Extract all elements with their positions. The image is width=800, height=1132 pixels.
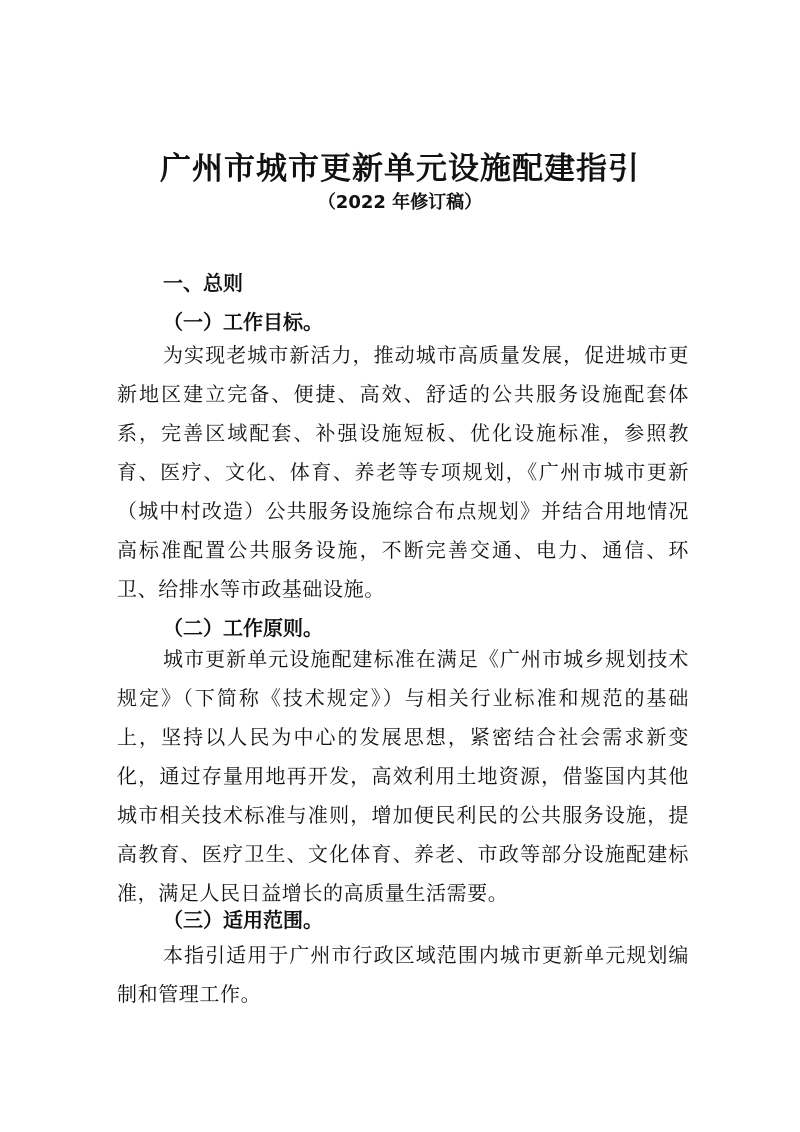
subsection-heading-scope: （三）适用范围。 [163,908,323,932]
subsection-heading-principles: （二）工作原则。 [163,616,323,640]
section-heading-general: 一、总则 [163,271,243,295]
paragraph-principles: 城市更新单元设施配建标准在满足《广州市城乡规划技术规定》（下简称《技术规定》）与相关行业标准和规范的基础上，坚持以人民为中心的发展思想，紧密结合社会需求新变化，通过存量用地再开发，高效利用土地资源，借鉴国内其他城市相关技术标准与准则，增加便民利民的公共服务设施，提高教育、医疗卫生、文化体育、养老、市政等部分设施配建标准，满足人民日益增长的高质量生活需要。 [117,647,689,905]
subsection-heading-goals: （一）工作目标。 [163,310,323,334]
paragraph-goals: 为实现老城市新活力，推动城市高质量发展，促进城市更新地区建立完备、便捷、高效、舒适的公共服务设施配套体系，完善区域配套、补强设施短板、优化设施标准，参照教育、医疗、文化、体育、养老等专项规划，《广州市城市更新（城中村改造）公共服务设施综合布点规划》并结合用地情况高标准配置公共服务设施，不断完善交通、电力、通信、环卫、给排水等市政基础设施。 [117,343,689,601]
document-subtitle: （2022 年修订稿） [317,192,483,213]
paragraph-scope: 本指引适用于广州市行政区域范围内城市更新单元规划编制和管理工作。 [117,943,689,1006]
document-title: 广州市城市更新单元设施配建指引 [160,151,640,187]
